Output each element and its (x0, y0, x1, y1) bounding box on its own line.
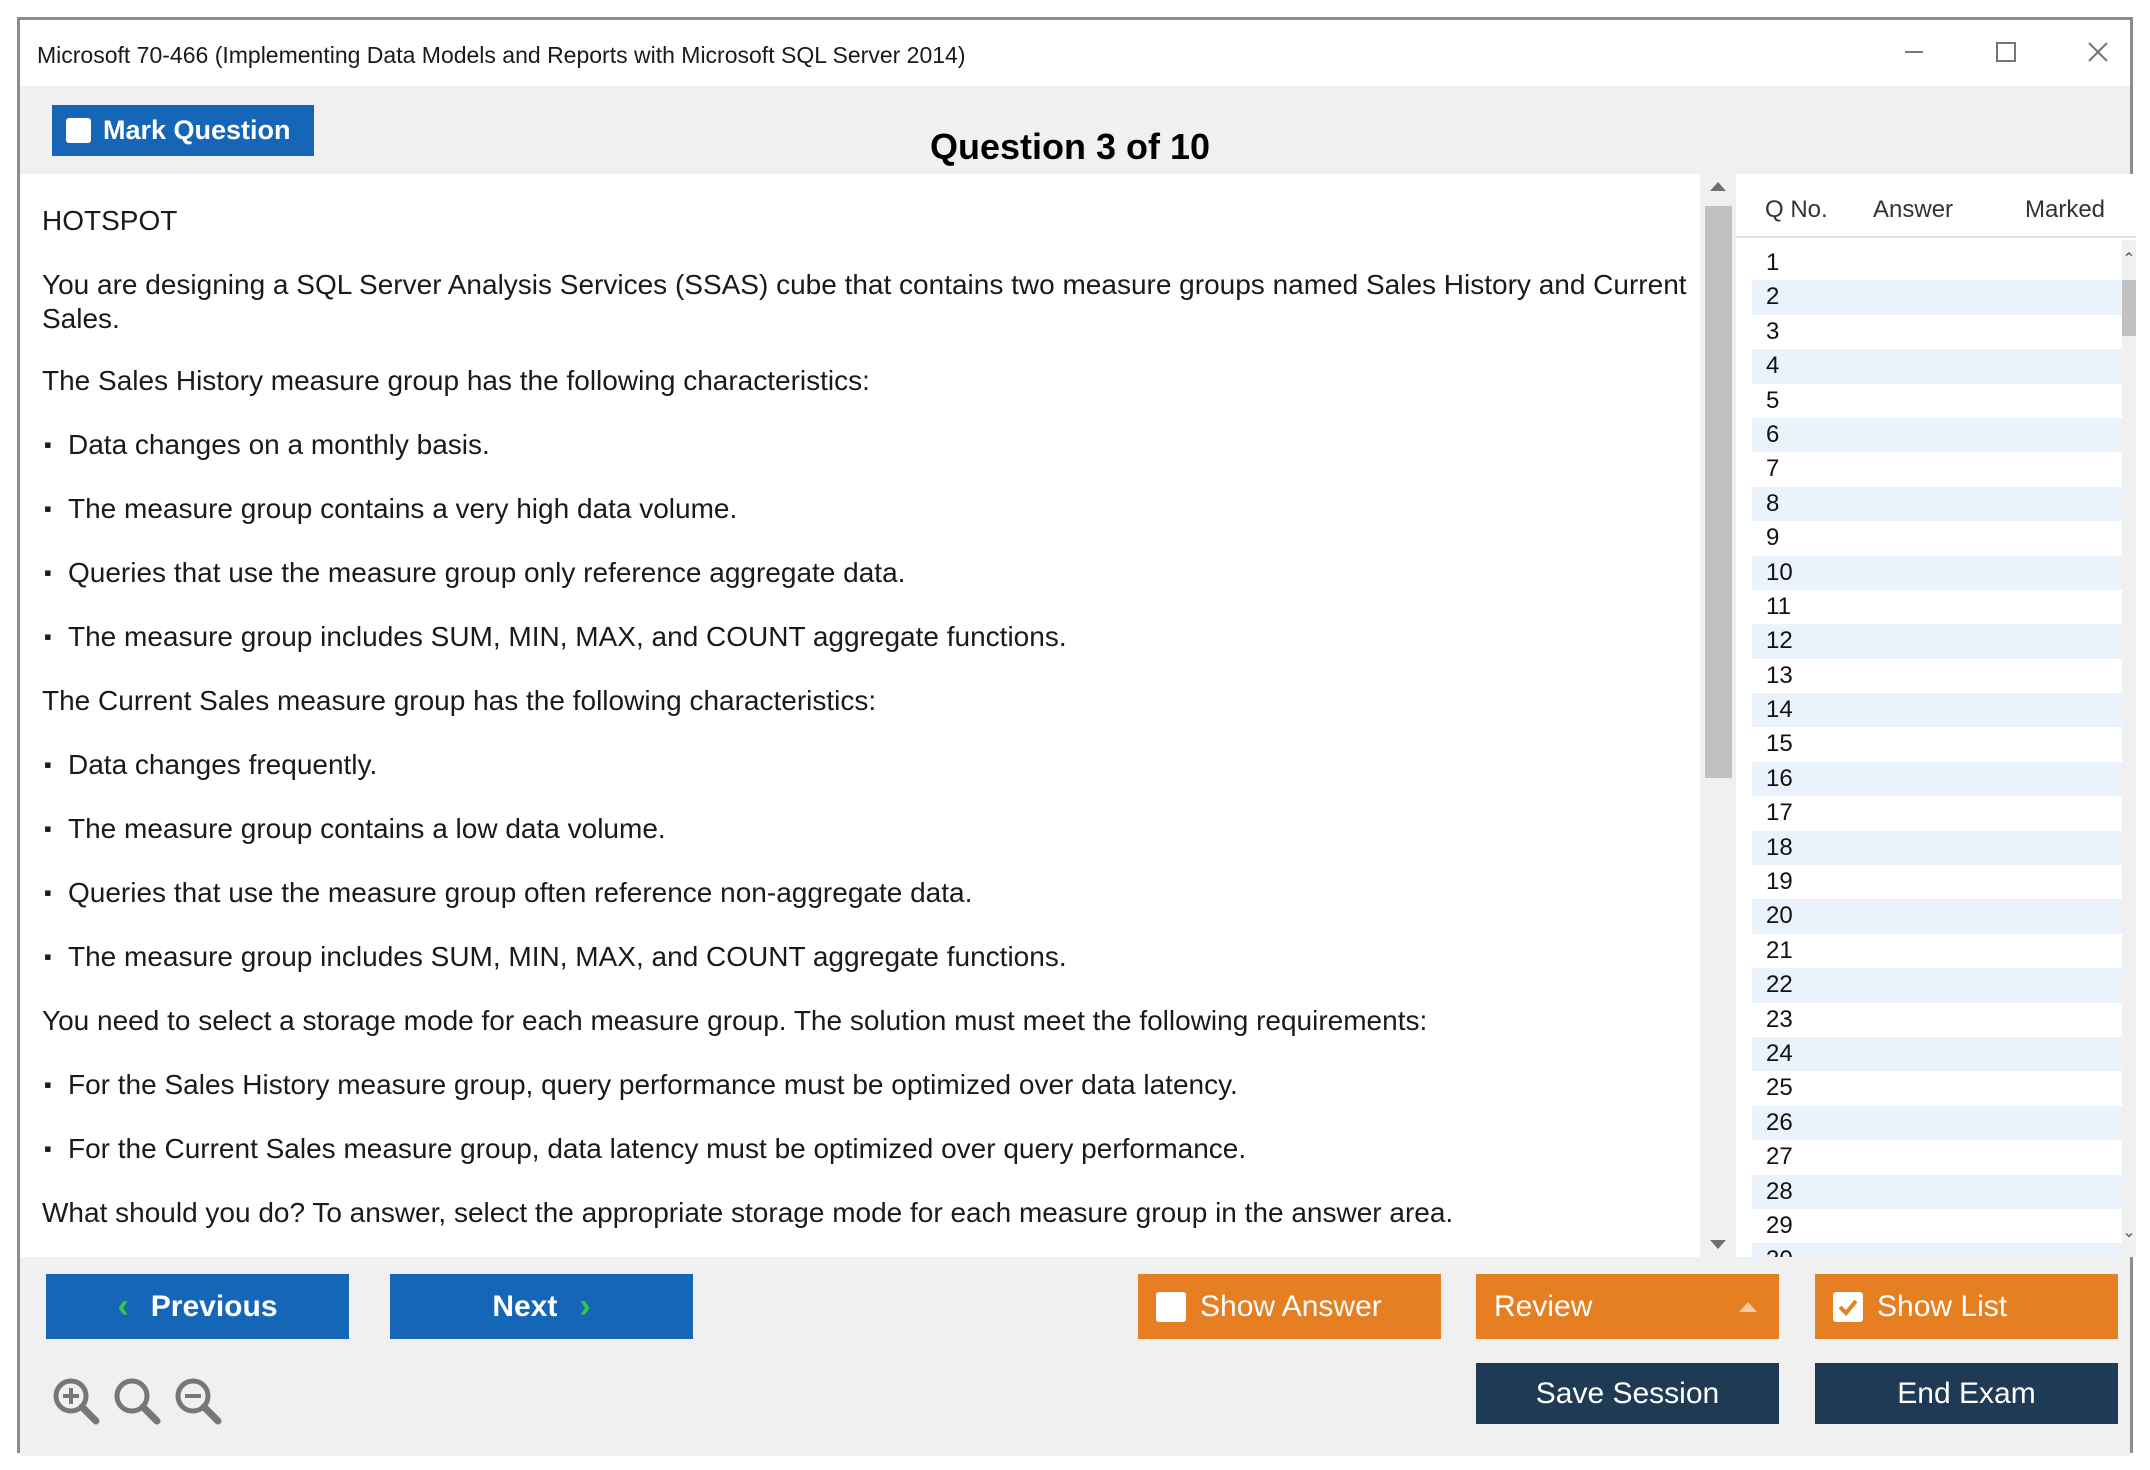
question-list-row[interactable]: 11 (1766, 592, 1791, 620)
previous-button[interactable] (46, 1274, 349, 1339)
question-paragraph: The Current Sales measure group has the following characteristics: (42, 685, 877, 716)
bullet-item: ▪ Queries that use the measure group only reference aggregate data. (42, 556, 1692, 590)
next-label: Next (492, 1289, 558, 1323)
question-content (20, 174, 1700, 1257)
question-list-row[interactable]: 21 (1766, 936, 1793, 964)
app-window (17, 17, 2136, 1453)
previous-label: Previous (150, 1289, 278, 1323)
bullet-item: ▪ For the Current Sales measure group, data latency must be optimized over query performance. (42, 1132, 1692, 1166)
footer-toolbar (20, 1257, 2130, 1456)
checkbox-icon (66, 118, 91, 143)
chevron-up-icon[interactable]: ⌃ (2122, 251, 2136, 268)
question-list-row[interactable]: 13 (1766, 661, 1793, 689)
question-list-row[interactable]: 24 (1752, 1037, 2122, 1071)
column-header-marked[interactable]: Marked (2025, 196, 2106, 223)
question-header (20, 86, 2130, 174)
question-list-row[interactable]: 6 (1752, 418, 2122, 452)
scroll-thumb[interactable] (1705, 206, 1732, 778)
question-list-row[interactable]: 16 (1752, 762, 2122, 796)
close-icon[interactable] (2078, 32, 2118, 72)
zoom-out-icon[interactable] (172, 1375, 224, 1427)
question-list-row[interactable]: 14 (1752, 693, 2122, 727)
question-list (1752, 246, 2122, 1257)
scroll-down-icon[interactable] (1710, 1240, 1726, 1249)
chevron-down-icon[interactable]: ⌄ (2122, 1224, 2136, 1241)
show-list-label: Show List (1877, 1289, 2008, 1323)
minimize-icon[interactable] (1894, 32, 1934, 72)
bullet-item: ▪ The measure group includes SUM, MIN, MAX, and COUNT aggregate functions. (42, 620, 1692, 654)
show-list-button[interactable] (1815, 1274, 2118, 1339)
show-answer-button[interactable] (1138, 1274, 1441, 1339)
question-list-header (1736, 174, 2136, 238)
question-list-row[interactable]: 5 (1766, 386, 1780, 414)
question-list-row[interactable]: 1 (1766, 249, 1780, 276)
question-list-row[interactable]: 15 (1766, 730, 1793, 758)
content-scrollbar[interactable] (1700, 174, 1736, 1257)
question-list-row[interactable]: 22 (1752, 968, 2122, 1002)
end-exam-button[interactable] (1815, 1363, 2118, 1424)
save-session-button[interactable] (1476, 1363, 1779, 1424)
caret-up-icon (1739, 1302, 1757, 1312)
question-list-row[interactable]: 20 (1752, 899, 2122, 933)
question-paragraph: HOTSPOT (42, 205, 178, 236)
checkbox-checked-icon (1833, 1292, 1863, 1322)
zoom-in-icon[interactable] (50, 1375, 102, 1427)
question-list-row[interactable]: 29 (1766, 1211, 1793, 1239)
question-title: Question 3 of 10 (929, 126, 1211, 167)
column-header-qno[interactable]: Q No. (1765, 196, 1828, 223)
scroll-up-icon[interactable] (1710, 182, 1726, 191)
question-list-row[interactable]: 7 (1766, 455, 1780, 483)
column-header-answer[interactable]: Answer (1873, 196, 1954, 223)
save-session-label: Save Session (1535, 1376, 1720, 1410)
question-paragraph: What should you do? To answer, select the appropriate storage mode for each measure group in the answer area. (42, 1197, 1454, 1228)
question-list-row[interactable]: 3 (1766, 317, 1780, 345)
question-list-panel (1736, 174, 2136, 1257)
question-list-row[interactable]: 10 (1752, 556, 2122, 590)
review-label: Review (1494, 1289, 1593, 1323)
bullet-item: ▪ The measure group includes SUM, MIN, MAX, and COUNT aggregate functions. (42, 940, 1692, 974)
checkbox-icon (1156, 1292, 1186, 1322)
bullet-item: ▪ Queries that use the measure group often reference non-aggregate data. (42, 876, 1692, 910)
window-title: Microsoft 70-466 (Implementing Data Models and Reports with Microsoft SQL Server 2014) (37, 42, 966, 68)
chevron-right-icon: › (579, 1287, 591, 1325)
bullet-item: ▪ The measure group contains a very high data volume. (42, 492, 1692, 526)
question-list-row[interactable]: 17 (1766, 799, 1793, 827)
question-list-scrollbar[interactable] (2122, 240, 2136, 1257)
review-button[interactable] (1476, 1274, 1779, 1339)
question-paragraph: You are designing a SQL Server Analysis Services (SSAS) cube that contains two measure groups named Sales History and Current Sales. (42, 269, 1687, 334)
chevron-left-icon: ‹ (117, 1287, 129, 1325)
question-list-row[interactable]: 9 (1766, 524, 1780, 552)
question-list-row[interactable]: 19 (1766, 868, 1793, 896)
title-bar (20, 20, 2130, 86)
question-list-row[interactable]: 27 (1766, 1143, 1793, 1171)
maximize-icon[interactable] (1986, 32, 2026, 72)
bullet-item: ▪ The measure group contains a low data volume. (42, 812, 1692, 846)
question-paragraph: The Sales History measure group has the following characteristics: (42, 365, 870, 396)
question-list-row[interactable]: 8 (1752, 487, 2122, 521)
next-button[interactable] (390, 1274, 693, 1339)
bullet-item: ▪ Data changes on a monthly basis. (42, 428, 1692, 462)
question-paragraph: You need to select a storage mode for each measure group. The solution must meet the following requirements: (42, 1005, 1428, 1036)
question-list-row[interactable]: 25 (1766, 1074, 1793, 1102)
mark-question-button[interactable] (52, 105, 314, 156)
mark-question-label: Mark Question (103, 115, 291, 145)
bullet-item: ▪ For the Sales History measure group, query performance must be optimized over data latency. (42, 1068, 1692, 1102)
question-list-row[interactable]: 4 (1752, 349, 2122, 383)
question-list-row[interactable]: 2 (1752, 280, 2122, 314)
bullet-item: ▪ Data changes frequently. (42, 748, 1692, 782)
question-list-row[interactable]: 18 (1752, 831, 2122, 865)
question-list-row[interactable]: 23 (1766, 1005, 1793, 1033)
show-answer-label: Show Answer (1200, 1289, 1382, 1323)
end-exam-label: End Exam (1897, 1376, 2036, 1410)
question-list-row[interactable]: 28 (1752, 1175, 2122, 1209)
scroll-thumb[interactable] (2122, 280, 2136, 336)
question-list-row[interactable]: 12 (1752, 624, 2122, 658)
zoom-reset-icon[interactable] (111, 1375, 163, 1427)
question-list-row[interactable]: 26 (1752, 1106, 2122, 1140)
